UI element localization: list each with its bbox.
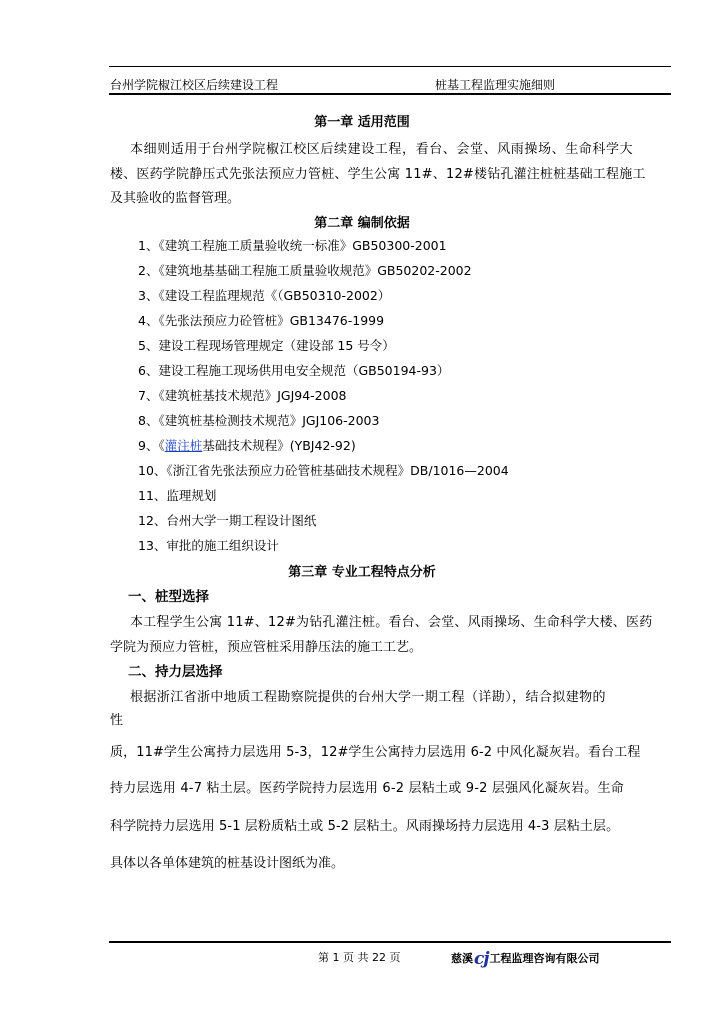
reference-item-10: 10、《浙江省先张法预应力砼管桩基础技术规程》DB/1016—2004 <box>138 463 509 478</box>
reference-item-3: 3、《建设工程监理规范《（GB50310-2002） <box>138 288 391 303</box>
reference-item-7: 7、《建筑桩基技术规范》JGJ94-2008 <box>138 388 347 403</box>
chapter-3-title: 第三章 专业工程特点分析 <box>288 565 436 580</box>
section-pile-type-title: 一、桩型选择 <box>128 589 209 605</box>
bearing-layer-line-4: 持力层选用 4-7 粘土层。医药学院持力层选用 6-2 层粘土或 9-2 层强风化凝灰岩。生命 <box>110 781 624 796</box>
chapter-2-title: 第二章 编制依据 <box>314 216 410 231</box>
reference-item-8: 8、《建筑桩基检测技术规范》JGJ106-2003 <box>138 413 380 428</box>
reference-item-4: 4、《先张法预应力砼管桩》GB13476-1999 <box>138 313 385 328</box>
reference-item-11: 11、监理规划 <box>138 488 217 503</box>
company-logo: cj <box>474 949 489 969</box>
reference-item-13: 13、审批的施工组织设计 <box>138 538 279 553</box>
chapter-1-title: 第一章 适用范围 <box>314 115 410 130</box>
pile-type-line-2: 学院为预应力管桩，预应管桩采用静压法的施工工艺。 <box>110 640 423 655</box>
bored-pile-link[interactable]: 灌注桩 <box>164 438 203 453</box>
page-number: 第 1 页 共 22 页 <box>318 951 401 964</box>
footer-rule <box>109 941 671 943</box>
reference-item-9-suffix: 基础技术规程》(YBJ42-92) <box>202 438 356 453</box>
company-name-suffix: 工程监理咨询有限公司 <box>489 952 600 965</box>
reference-item-5: 5、建设工程现场管理规定（建设部 15 号令） <box>138 338 395 353</box>
header-bottom-rule <box>109 93 671 95</box>
reference-item-9-prefix: 9、《 <box>138 438 165 453</box>
footer-company <box>451 949 600 969</box>
header-top-rule <box>109 66 671 67</box>
header-project-name: 台州学院椒江校区后续建设工程 <box>110 78 279 92</box>
reference-item-6: 6、建设工程施工现场供用电安全规范（GB50194-93） <box>138 363 450 378</box>
reference-item-1: 1、《建筑工程施工质量验收统一标准》GB50300-2001 <box>138 238 447 253</box>
ch1-line-1: 本细则适用于台州学院椒江校区后续建设工程，看台、会堂、风雨操场、生命科学大 <box>130 142 634 157</box>
bearing-layer-line-6: 具体以各单体建筑的桩基设计图纸为准。 <box>110 856 345 871</box>
section-bearing-layer-title: 二、持力层选择 <box>128 664 223 680</box>
pile-type-line-1: 本工程学生公寓 11#、12#为钻孔灌注桩。看台、会堂、风雨操场、生命科学大楼、医药 <box>130 615 653 630</box>
reference-item-9 <box>138 436 356 454</box>
bearing-layer-line-3: 质，11#学生公寓持力层选用 5-3，12#学生公寓持力层选用 6-2 中风化凝灰岩。看台工程 <box>110 745 641 760</box>
header-document-title: 桩基工程监理实施细则 <box>435 78 556 92</box>
reference-item-12: 12、台州大学一期工程设计图纸 <box>138 513 317 528</box>
bearing-layer-line-1: 根据浙江省浙中地质工程勘察院提供的台州大学一期工程（详勘），结合拟建物的 <box>130 690 606 705</box>
ch1-line-3: 及其验收的监督管理。 <box>110 191 241 206</box>
company-name-prefix: 慈溪 <box>451 952 473 965</box>
reference-item-2: 2、《建筑地基基础工程施工质量验收规范》GB50202-2002 <box>138 263 472 278</box>
ch1-line-2: 楼、医药学院静压式先张法预应力管桩、学生公寓 11#、12#楼钻孔灌注桩桩基础工程施工 <box>110 167 646 182</box>
bearing-layer-line-5: 科学院持力层选用 5-1 层粉质粘土或 5-2 层粘土。风雨操场持力层选用 4-3 层粘土层。 <box>110 819 620 834</box>
bearing-layer-line-2: 性 <box>110 713 124 728</box>
